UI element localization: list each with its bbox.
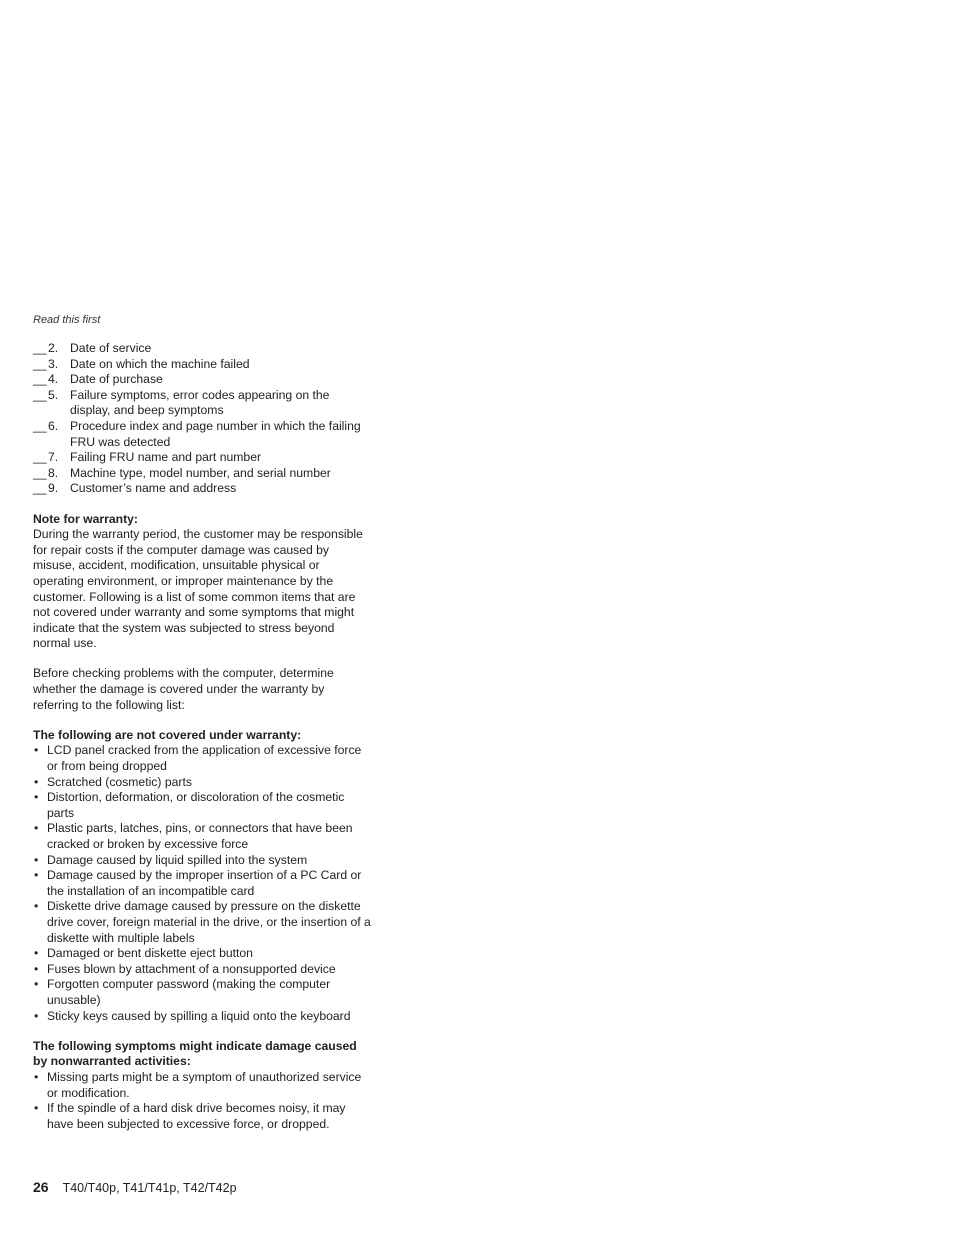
list-item-text: Plastic parts, latches, pins, or connectors that have been cracked or broken by excessive force bbox=[47, 821, 353, 851]
checklist-text: Date on which the machine failed bbox=[70, 356, 250, 371]
bullet-icon: • bbox=[34, 1101, 39, 1116]
bullet-icon: • bbox=[34, 743, 39, 758]
warranty-note-heading: Note for warranty: bbox=[33, 511, 138, 526]
bullet-icon: • bbox=[34, 961, 39, 976]
bullet-icon: • bbox=[34, 1069, 39, 1084]
checklist-text: Date of purchase bbox=[70, 372, 163, 387]
checklist-number: 3. bbox=[48, 356, 59, 371]
list-item-text: If the spindle of a hard disk drive becomes noisy, it may have been subjected to excessive force, or dropped. bbox=[47, 1101, 346, 1131]
checklist-item bbox=[33, 372, 373, 388]
list-item bbox=[33, 1009, 373, 1025]
checklist-number: 9. bbox=[48, 481, 59, 496]
checklist-blank: __ bbox=[33, 465, 47, 480]
checklist-number: 7. bbox=[48, 450, 59, 465]
checklist-text: Date of service bbox=[70, 341, 152, 355]
list-item bbox=[33, 946, 373, 962]
checklist-number: 8. bbox=[48, 465, 59, 480]
checklist-blank: __ bbox=[33, 481, 47, 496]
bullet-icon: • bbox=[34, 1008, 39, 1023]
checklist-number: 5. bbox=[48, 387, 59, 402]
checklist-item bbox=[33, 388, 373, 419]
list-item-text: Damaged or bent diskette eject button bbox=[47, 946, 253, 961]
list-item-text: Scratched (cosmetic) parts bbox=[47, 774, 192, 789]
list-item bbox=[33, 743, 373, 774]
list-item bbox=[33, 977, 373, 1008]
list-item-text: Damage caused by liquid spilled into the system bbox=[47, 852, 308, 867]
list-item bbox=[33, 790, 373, 821]
list-item-text: Diskette drive damage caused by pressure on the diskette drive cover, foreign material in the drive, or the insertion of a diskette with multiple labels bbox=[47, 899, 371, 945]
warranty-note-paragraph: During the warranty period, the customer may be responsible for repair costs if the computer damage was caused by misuse, accident, modification, unsuitable physical or operating environment, or improper maintenance by the customer. Following is a list of some common items that are not covered under warranty and some symptoms that might indicate that the system was subjected to stress beyond normal use. bbox=[33, 527, 363, 651]
symptoms-list bbox=[33, 1070, 373, 1132]
checklist-text: Failing FRU name and part number bbox=[70, 450, 262, 465]
checklist-item bbox=[33, 419, 373, 450]
checklist-item bbox=[33, 481, 373, 497]
checklist-blank: __ bbox=[33, 418, 47, 433]
list-item bbox=[33, 821, 373, 852]
checklist-item bbox=[33, 466, 373, 482]
page-footer bbox=[33, 1179, 237, 1196]
list-item bbox=[33, 1101, 373, 1132]
spacer bbox=[33, 652, 373, 667]
bullet-icon: • bbox=[34, 899, 39, 914]
list-item bbox=[33, 868, 373, 899]
checklist-item bbox=[33, 341, 373, 357]
list-item bbox=[33, 775, 373, 791]
list-item-text: Forgotten computer password (making the computer unusable) bbox=[47, 977, 331, 1007]
checklist-text: Customer’s name and address bbox=[70, 481, 237, 496]
checklist-text: Failure symptoms, error codes appearing on the display, and beep symptoms bbox=[70, 387, 330, 418]
running-head: Read this first bbox=[33, 314, 101, 326]
warranty-check-paragraph: Before checking problems with the computer, determine whether the damage is covered under the warranty by referring to the following list: bbox=[33, 666, 334, 712]
checklist-blank: __ bbox=[33, 341, 47, 355]
checklist bbox=[33, 341, 373, 497]
list-item bbox=[33, 962, 373, 978]
checklist-blank: __ bbox=[33, 372, 47, 387]
not-covered-heading: The following are not covered under warranty: bbox=[33, 727, 302, 742]
checklist-number: 2. bbox=[48, 341, 59, 355]
spacer bbox=[33, 1024, 373, 1039]
list-item bbox=[33, 853, 373, 869]
bullet-icon: • bbox=[34, 946, 39, 961]
bullet-icon: • bbox=[34, 790, 39, 805]
bullet-icon: • bbox=[34, 868, 39, 883]
not-covered-list bbox=[33, 743, 373, 1024]
spacer bbox=[33, 497, 373, 512]
checklist-text: Machine type, model number, and serial number bbox=[70, 465, 331, 480]
checklist-item bbox=[33, 450, 373, 466]
list-item-text: Damage caused by the improper insertion of a PC Card or the installation of an incompatible card bbox=[47, 868, 362, 898]
checklist-text: Procedure index and page number in which the failing FRU was detected bbox=[70, 418, 361, 449]
symptoms-heading: The following symptoms might indicate damage caused by nonwarranted activities: bbox=[33, 1038, 357, 1069]
list-item-text: Distortion, deformation, or discoloration of the cosmetic parts bbox=[47, 790, 345, 820]
checklist-blank: __ bbox=[33, 387, 47, 402]
bullet-icon: • bbox=[34, 852, 39, 867]
bullet-icon: • bbox=[34, 774, 39, 789]
page-number: 26 bbox=[33, 1179, 49, 1195]
spacer bbox=[33, 713, 373, 728]
checklist-number: 6. bbox=[48, 418, 59, 433]
bullet-icon: • bbox=[34, 977, 39, 992]
list-item-text: Fuses blown by attachment of a nonsupported device bbox=[47, 961, 336, 976]
list-item bbox=[33, 1070, 373, 1101]
checklist-blank: __ bbox=[33, 356, 47, 371]
main-content bbox=[33, 341, 373, 1132]
list-item bbox=[33, 899, 373, 946]
list-item-text: Missing parts might be a symptom of unauthorized service or modification. bbox=[47, 1069, 362, 1100]
checklist-item bbox=[33, 357, 373, 373]
list-item-text: LCD panel cracked from the application of excessive force or from being dropped bbox=[47, 743, 362, 774]
checklist-number: 4. bbox=[48, 372, 59, 387]
list-item-text: Sticky keys caused by spilling a liquid onto the keyboard bbox=[47, 1008, 351, 1023]
checklist-blank: __ bbox=[33, 450, 47, 465]
footer-title: T40/T40p, T41/T41p, T42/T42p bbox=[62, 1181, 237, 1195]
bullet-icon: • bbox=[34, 821, 39, 836]
